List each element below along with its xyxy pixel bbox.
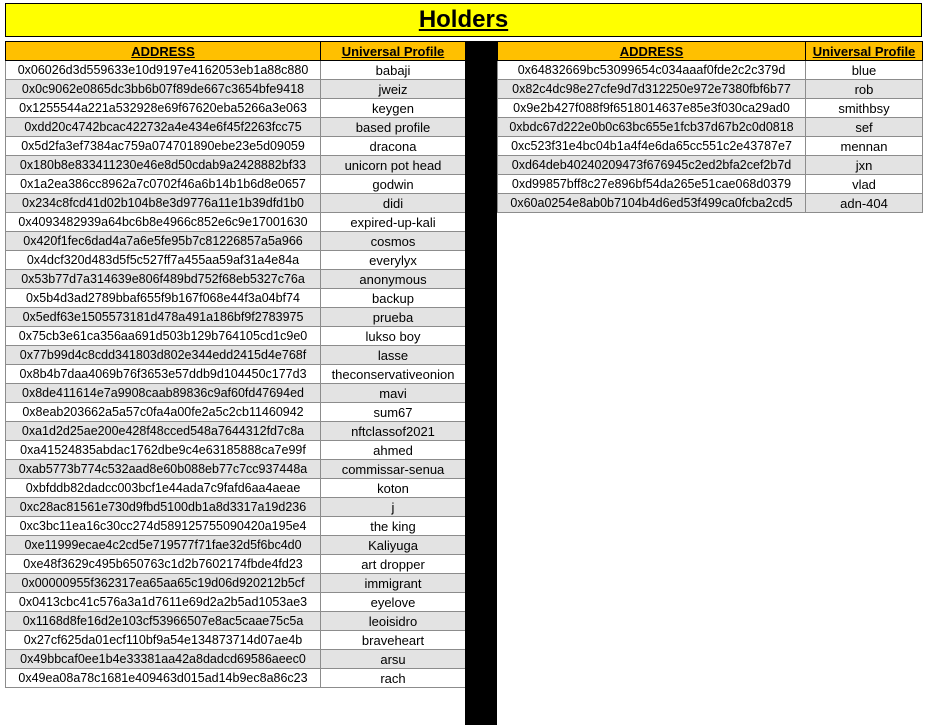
header-row [498, 42, 923, 61]
address-cell: 0x0c9062e0865dc3bb6b07f89de667c3654bfe9418 [6, 80, 321, 99]
address-cell: 0x49ea08a78c1681e409463d015ad14b9ec8a86c23 [6, 669, 321, 688]
table-row [6, 61, 466, 80]
table-row [498, 194, 923, 213]
table-row [6, 612, 466, 631]
profile-cell: lasse [321, 346, 466, 365]
table-row [6, 137, 466, 156]
table-row [498, 80, 923, 99]
title-bar [5, 3, 922, 37]
table-row [6, 650, 466, 669]
table-row [6, 593, 466, 612]
profile-cell: immigrant [321, 574, 466, 593]
table-row [6, 270, 466, 289]
table-row [6, 251, 466, 270]
table-body [6, 61, 466, 688]
page-title: Holders [418, 6, 509, 33]
table-row [6, 80, 466, 99]
address-cell: 0x8de411614e7a9908caab89836c9af60fd47694ed [6, 384, 321, 403]
header-row [6, 42, 466, 61]
table-row [6, 175, 466, 194]
address-cell: 0xdd20c4742bcac422732a4e434e6f45f2263fcc75 [6, 118, 321, 137]
address-cell: 0x234c8fcd41d02b104b8e3d9776a11e1b39dfd1b0 [6, 194, 321, 213]
address-cell: 0x4dcf320d483d5f5c527ff7a455aa59af31a4e84a [6, 251, 321, 270]
address-cell: 0xd99857bff8c27e896bf54da265e51cae068d0379 [498, 175, 806, 194]
table-row [6, 346, 466, 365]
address-cell: 0x5edf63e1505573181d478a491a186bf9f2783975 [6, 308, 321, 327]
profile-cell: braveheart [321, 631, 466, 650]
address-cell: 0xa41524835abdac1762dbe9c4e63185888ca7e99f [6, 441, 321, 460]
table-row [6, 574, 466, 593]
profile-cell: the king [321, 517, 466, 536]
address-cell: 0x06026d3d559633e10d9197e4162053eb1a88c880 [6, 61, 321, 80]
address-cell: 0xc28ac81561e730d9fbd5100db1a8d3317a19d236 [6, 498, 321, 517]
profile-cell: ahmed [321, 441, 466, 460]
profile-cell: adn-404 [806, 194, 923, 213]
profile-cell: dracona [321, 137, 466, 156]
profile-cell: nftclassof2021 [321, 422, 466, 441]
profile-cell: eyelove [321, 593, 466, 612]
profile-cell: jweiz [321, 80, 466, 99]
address-cell: 0x420f1fec6dad4a7a6e5fe95b7c81226857a5a966 [6, 232, 321, 251]
address-cell: 0x5b4d3ad2789bbaf655f9b167f068e44f3a04bf74 [6, 289, 321, 308]
address-cell: 0x64832669bc53099654c034aaaf0fde2c2c379d [498, 61, 806, 80]
table-row [6, 669, 466, 688]
profile-cell: theconservativeonion [321, 365, 466, 384]
table-row [6, 289, 466, 308]
table-row [6, 232, 466, 251]
table-row [6, 308, 466, 327]
profile-cell: backup [321, 289, 466, 308]
profile-cell: mavi [321, 384, 466, 403]
profile-cell: didi [321, 194, 466, 213]
holders-table-left [5, 41, 466, 688]
address-cell: 0xa1d2d25ae200e428f48cced548a7644312fd7c8a [6, 422, 321, 441]
table-row [6, 213, 466, 232]
table-row [498, 156, 923, 175]
address-cell: 0x180b8e833411230e46e8d50cdab9a2428882bf33 [6, 156, 321, 175]
table-row [6, 156, 466, 175]
profile-cell: smithbsy [806, 99, 923, 118]
table-row [6, 384, 466, 403]
address-cell: 0x27cf625da01ecf110bf9a54e134873714d07ae4b [6, 631, 321, 650]
table-row [6, 365, 466, 384]
table-row [6, 194, 466, 213]
table-row [6, 536, 466, 555]
profile-cell: cosmos [321, 232, 466, 251]
address-cell: 0xe11999ecae4c2cd5e719577f71fae32d5f6bc4d0 [6, 536, 321, 555]
address-cell: 0xd64deb40240209473f676945c2ed2bfa2cef2b7d [498, 156, 806, 175]
profile-cell: babaji [321, 61, 466, 80]
table-row [6, 460, 466, 479]
table-row [498, 137, 923, 156]
profile-cell: sum67 [321, 403, 466, 422]
profile-cell: based profile [321, 118, 466, 137]
table-row [498, 61, 923, 80]
profile-cell: prueba [321, 308, 466, 327]
profile-cell: rach [321, 669, 466, 688]
address-cell: 0xbfddb82dadcc003bcf1e44ada7c9fafd6aa4aeae [6, 479, 321, 498]
address-cell: 0x9e2b427f088f9f6518014637e85e3f030ca29ad0 [498, 99, 806, 118]
profile-cell: leoisidro [321, 612, 466, 631]
address-cell: 0x60a0254e8ab0b7104b4d6ed53f499ca0fcba2cd5 [498, 194, 806, 213]
profile-cell: godwin [321, 175, 466, 194]
address-cell: 0x49bbcaf0ee1b4e33381aa42a8dadcd69586aeec0 [6, 650, 321, 669]
profile-cell: everylyx [321, 251, 466, 270]
profile-cell: unicorn pot head [321, 156, 466, 175]
profile-column-header: Universal Profile [321, 42, 466, 61]
address-cell: 0x77b99d4c8cdd341803d802e344edd2415d4e768f [6, 346, 321, 365]
profile-cell: koton [321, 479, 466, 498]
profile-cell: vlad [806, 175, 923, 194]
profile-cell: lukso boy [321, 327, 466, 346]
table-row [6, 327, 466, 346]
address-cell: 0x75cb3e61ca356aa691d503b129b764105cd1c9e0 [6, 327, 321, 346]
address-cell: 0xbdc67d222e0b0c63bc655e1fcb37d67b2c0d0818 [498, 118, 806, 137]
table-row [6, 498, 466, 517]
address-cell: 0xc523f31e4bc04b1a4f4e6da65cc551c2e43787e7 [498, 137, 806, 156]
address-cell: 0xc3bc11ea16c30cc274d589125755090420a195e4 [6, 517, 321, 536]
address-column-header: ADDRESS [6, 42, 321, 61]
profile-cell: arsu [321, 650, 466, 669]
address-cell: 0x1168d8fe16d2e103cf53966507e8ac5caae75c5a [6, 612, 321, 631]
profile-cell: sef [806, 118, 923, 137]
address-cell: 0x00000955f362317ea65aa65c19d06d920212b5cf [6, 574, 321, 593]
address-cell: 0xab5773b774c532aad8e60b088eb77c7cc937448a [6, 460, 321, 479]
profile-cell: j [321, 498, 466, 517]
table-row [498, 175, 923, 194]
profile-column-header: Universal Profile [806, 42, 923, 61]
address-cell: 0x8b4b7daa4069b76f3653e57ddb9d104450c177d3 [6, 365, 321, 384]
profile-cell: rob [806, 80, 923, 99]
profile-cell: expired-up-kali [321, 213, 466, 232]
table-body [498, 61, 923, 213]
address-column-header: ADDRESS [498, 42, 806, 61]
table-row [498, 118, 923, 137]
address-cell: 0x1a2ea386cc8962a7c0702f46a6b14b1b6d8e0657 [6, 175, 321, 194]
address-cell: 0x0413cbc41c576a3a1d7611e69d2a2b5ad1053ae3 [6, 593, 321, 612]
profile-cell: anonymous [321, 270, 466, 289]
address-cell: 0x5d2fa3ef7384ac759a074701890ebe23e5d09059 [6, 137, 321, 156]
table-row [6, 422, 466, 441]
table-row [6, 517, 466, 536]
profile-cell: Kaliyuga [321, 536, 466, 555]
table-row [6, 631, 466, 650]
table-row [6, 441, 466, 460]
table-row [6, 403, 466, 422]
table-row [6, 118, 466, 137]
profile-cell: jxn [806, 156, 923, 175]
table-row [6, 99, 466, 118]
profile-cell: keygen [321, 99, 466, 118]
column-divider [465, 41, 497, 725]
table-row [6, 555, 466, 574]
address-cell: 0xe48f3629c495b650763c1d2b7602174fbde4fd23 [6, 555, 321, 574]
profile-cell: art dropper [321, 555, 466, 574]
address-cell: 0x1255544a221a532928e69f67620eba5266a3e063 [6, 99, 321, 118]
table-row [498, 99, 923, 118]
table-row [6, 479, 466, 498]
holders-table-right [497, 41, 923, 213]
profile-cell: blue [806, 61, 923, 80]
address-cell: 0x53b77d7a314639e806f489bd752f68eb5327c76a [6, 270, 321, 289]
profile-cell: commissar-senua [321, 460, 466, 479]
address-cell: 0x82c4dc98e27cfe9d7d312250e972e7380fbf6b77 [498, 80, 806, 99]
profile-cell: mennan [806, 137, 923, 156]
address-cell: 0x8eab203662a5a57c0fa4a00fe2a5c2cb11460942 [6, 403, 321, 422]
address-cell: 0x4093482939a64bc6b8e4966c852e6c9e17001630 [6, 213, 321, 232]
